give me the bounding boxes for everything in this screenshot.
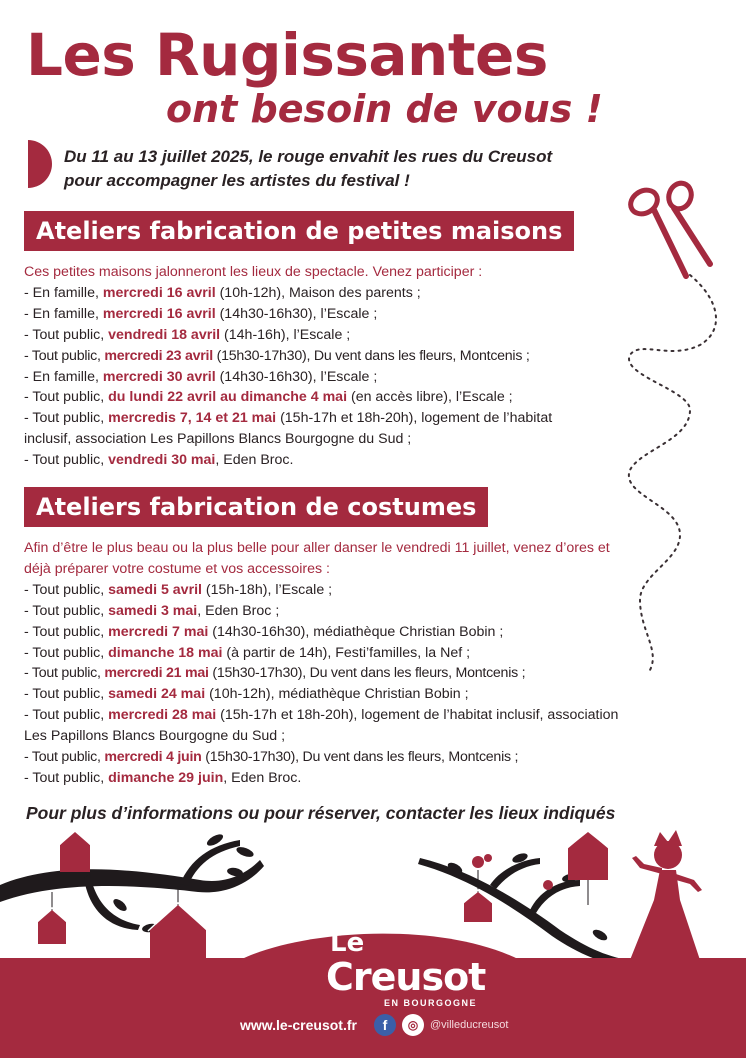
dancing-girl-silhouette xyxy=(630,830,702,960)
list-item: - En famille, mercredi 16 avril (10h-12h), Maison des parents ; xyxy=(24,284,421,301)
houses-lead: Ces petites maisons jalonneront les lieux de spectacle. Venez participer : xyxy=(24,264,483,280)
website-link[interactable]: www.le-creusot.fr xyxy=(240,1017,357,1033)
list-item: - Tout public, mercredi 4 juin (15h30-17h30), Du vent dans les fleurs, Montcenis ; xyxy=(24,749,519,766)
hanging-house-2 xyxy=(36,892,68,944)
left-branch-illustration xyxy=(0,832,264,933)
list-item: - En famille, mercredi 30 avril (14h30-16h30), l’Escale ; xyxy=(24,368,378,385)
page-subtitle: ont besoin de vous ! xyxy=(166,87,603,131)
facebook-icon[interactable]: f xyxy=(374,1014,396,1036)
scissors-icon xyxy=(626,180,710,276)
list-item: - Tout public, samedi 24 mai (10h-12h), médiathèque Christian Bobin ; xyxy=(24,686,469,703)
list-item: - Tout public, mercredis 7, 14 et 21 mai (15h-17h et 18h-20h), logement de l’habitat inclusif, association Les Papillons Blancs Bourgogne du Sud ; xyxy=(24,410,553,448)
hanging-house-1 xyxy=(58,830,92,872)
info-note: Pour plus d’informations ou pour réserver, contacter les lieux indiqués xyxy=(26,803,616,823)
list-item: - Tout public, du lundi 22 avril au dimanche 4 mai (en accès libre), l’Escale ; xyxy=(24,389,513,406)
logo-subtitle: EN BOURGOGNE xyxy=(384,998,478,1008)
list-item: - Tout public, samedi 3 mai, Eden Broc ; xyxy=(24,602,280,619)
list-item: - Tout public, mercredi 21 mai (15h30-17h30), Du vent dans les fleurs, Montcenis ; xyxy=(24,665,526,682)
logo-creusot: Creusot xyxy=(326,955,486,999)
social-handle[interactable]: @villeducreusot xyxy=(430,1019,509,1031)
houses-list xyxy=(24,262,634,471)
logo-le: Le xyxy=(330,928,365,958)
dotted-cut-line xyxy=(629,275,716,670)
intro-line-2: pour accompagner les artistes du festival ! xyxy=(64,171,410,190)
list-item: - Tout public, vendredi 30 mai, Eden Broc. xyxy=(24,452,294,469)
list-item: - Tout public, mercredi 23 avril (15h30-17h30), Du vent dans les fleurs, Montcenis ; xyxy=(24,347,530,364)
instagram-icon[interactable]: ◎ xyxy=(402,1014,424,1036)
list-item: - Tout public, mercredi 7 mai (14h30-16h30), médiathèque Christian Bobin ; xyxy=(24,623,504,640)
hanging-house-4 xyxy=(566,830,610,905)
costumes-lead: Afin d’être le plus beau ou la plus belle pour aller danser le vendredi 11 juillet, venez d’ores et déjà préparer votre costume et vos accessoires : xyxy=(24,540,610,577)
list-item: - Tout public, dimanche 18 mai (à partir de 14h), Festi’familles, la Nef ; xyxy=(24,644,471,661)
page-title: Les Rugissantes xyxy=(26,21,548,89)
list-item: - En famille, mercredi 16 avril (14h30-16h30), l’Escale ; xyxy=(24,305,378,322)
costumes-list xyxy=(24,538,634,789)
list-item: - Tout public, dimanche 29 juin, Eden Broc. xyxy=(24,769,302,786)
hanging-house-3 xyxy=(148,888,208,968)
section-heading-costumes: Ateliers fabrication de costumes xyxy=(24,487,488,527)
list-item: - Tout public, mercredi 28 mai (15h-17h et 18h-20h), logement de l’habitat inclusif, association Les Papillons Blancs Bourgogne du Sud ; xyxy=(24,707,619,745)
list-item: - Tout public, samedi 5 avril (15h-18h), l’Escale ; xyxy=(24,581,333,598)
list-item: - Tout public, vendredi 18 avril (14h-16h), l’Escale ; xyxy=(24,326,351,343)
intro-line-1: Du 11 au 13 juillet 2025, le rouge envahit les rues du Creusot xyxy=(64,147,553,166)
section-heading-houses: Ateliers fabrication de petites maisons xyxy=(24,211,574,251)
